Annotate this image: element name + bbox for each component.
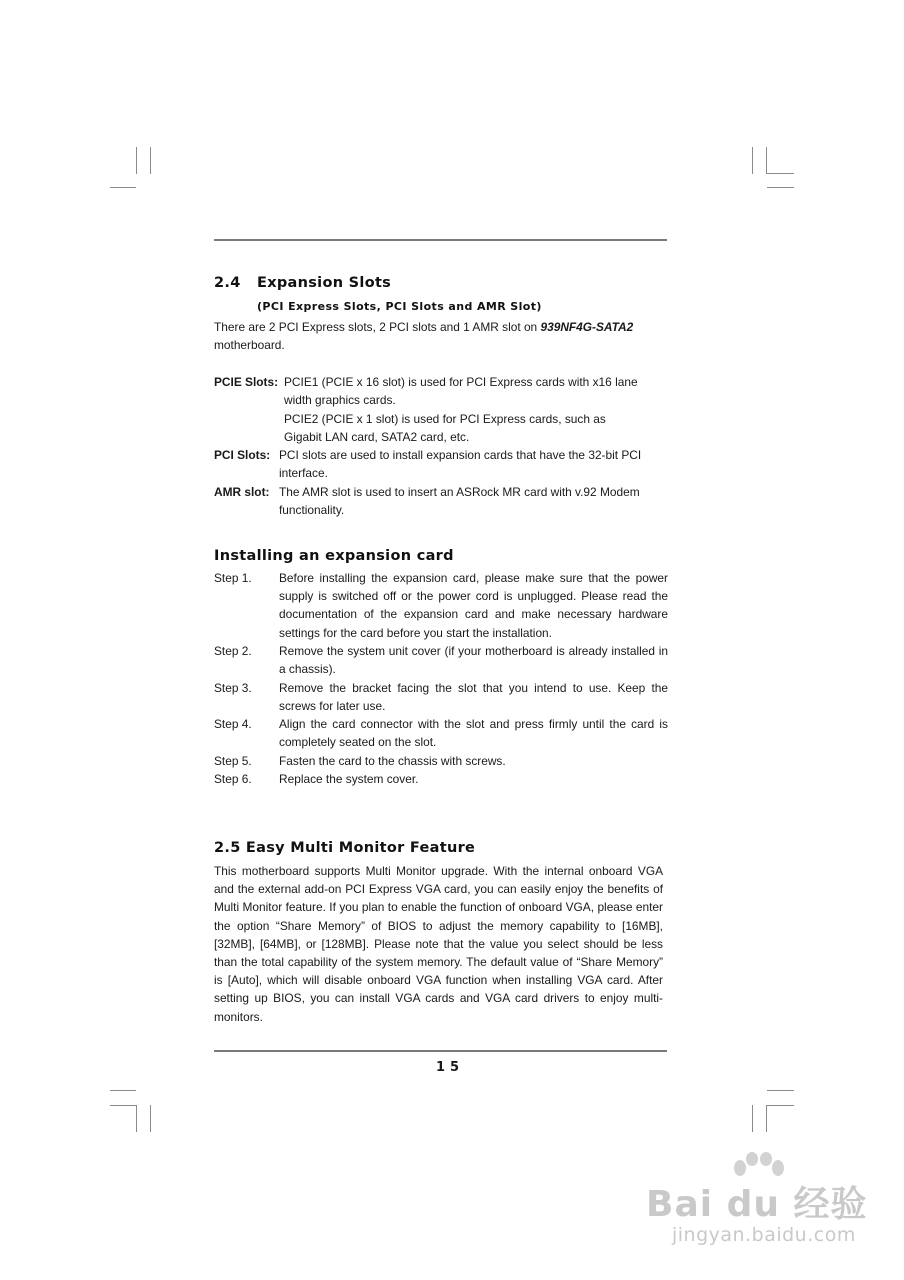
step-text: Replace the system cover. (279, 772, 419, 786)
step-text: Remove the bracket facing the slot that you intend to use. Keep the screws for later use. (279, 681, 668, 714)
step-label: Step 3. (214, 681, 252, 695)
step-item (214, 679, 668, 715)
step-text: Remove the system unit cover (if your motherboard is already installed in a chassis). (279, 644, 668, 677)
pcie-line: PCIE1 (PCIE x 16 slot) is used for PCI Express cards with x16 lane (284, 375, 638, 389)
step-item (214, 569, 668, 642)
pcie-line: Gigabit LAN card, SATA2 card, etc. (284, 430, 470, 444)
amr-slot-term: AMR slot: (214, 485, 270, 499)
step-label: Step 4. (214, 717, 252, 731)
step-text: Before installing the expansion card, please make sure that the power supply is switched off or the power cord is unplugged. Please read the documentation of the expansion card and make necessary hardware settings for the card before you start the installation. (279, 571, 668, 640)
step-text: Align the card connector with the slot and press firmly until the card is completely seated on the slot. (279, 717, 668, 750)
watermark-url: jingyan.baidu.com (672, 1224, 856, 1246)
step-label: Step 2. (214, 644, 252, 658)
step-label: Step 6. (214, 772, 252, 786)
page-number: 15 (436, 1060, 465, 1075)
amr-line: The AMR slot is used to insert an ASRock MR card with v.92 Modem (279, 485, 640, 499)
pcie-line: width graphics cards. (284, 393, 396, 407)
installing-heading: Installing an expansion card (214, 548, 454, 564)
section-24-title: Expansion Slots (257, 275, 392, 291)
step-label: Step 5. (214, 754, 252, 768)
pcie-line: PCIE2 (PCIE x 1 slot) is used for PCI Express cards, such as (284, 412, 606, 426)
model-name: 939NF4G-SATA2 (540, 320, 634, 334)
top-rule (214, 239, 667, 241)
step-item (214, 770, 668, 788)
section-24-number: 2.4 (214, 275, 241, 291)
pcie-slots-term: PCIE Slots: (214, 375, 279, 389)
section-25-heading: 2.5 Easy Multi Monitor Feature (214, 840, 476, 856)
pci-slots-term: PCI Slots: (214, 448, 271, 462)
watermark-brand: Bai du 经验 (646, 1184, 868, 1225)
section-24-intro (214, 318, 670, 354)
step-item (214, 752, 668, 770)
pci-line: interface. (279, 466, 328, 480)
section-24-heading (214, 275, 391, 291)
amr-line: functionality. (279, 503, 345, 517)
bottom-rule (214, 1050, 667, 1052)
intro-text: There are 2 PCI Express slots, 2 PCI slots and 1 AMR slot on (214, 320, 541, 334)
section-25-body: This motherboard supports Multi Monitor upgrade. With the internal onboard VGA and the external add-on PCI Express VGA card, you can easily enjoy the benefits of Multi Monitor feature. If you plan to enable the function of onboard VGA, please enter the option “Share Memory” of BIOS to adjust the memory capability to [16MB], [32MB], [64MB], or [128MB]. Please note that the value you select should be less than the total capability of the system memory. The default value of “Share Memory” is [Auto], which will disable onboard VGA function when installing VGA card. After setting up BIOS, you can install VGA cards and VGA card drivers to enjoy multi-monitors. (214, 864, 663, 1024)
intro-text-end: motherboard. (214, 338, 285, 353)
pci-line: PCI slots are used to install expansion cards that have the 32-bit PCI (279, 448, 642, 462)
section-24-subtitle: (PCI Express Slots, PCI Slots and AMR Slot) (257, 300, 542, 313)
step-label: Step 1. (214, 571, 252, 585)
step-item (214, 715, 668, 751)
step-text: Fasten the card to the chassis with screws. (279, 754, 506, 768)
step-item (214, 642, 668, 678)
baidu-watermark (646, 1152, 868, 1262)
